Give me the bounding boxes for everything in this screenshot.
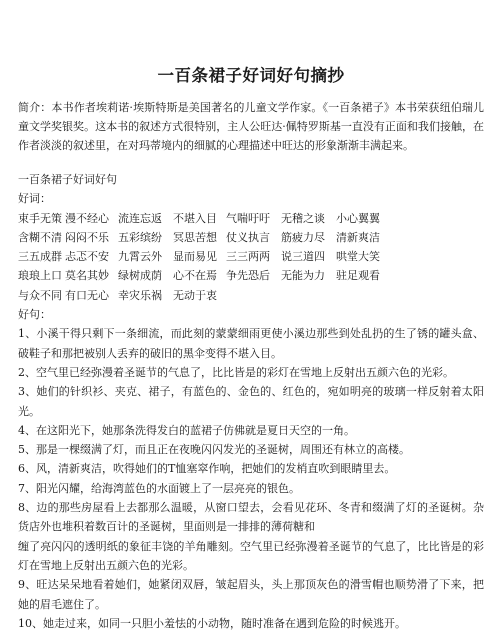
intro-text: 简介：本书作者埃莉诺·埃斯特斯是美国著名的儿童文学作家。《一百条裙子》本书荣获纽伯瑞儿童文学奖银奖。这本书的叙述方式很特别，主人公旺达·佩特罗斯基一直没有正面和我们接触，在作者淡淡的叙述里，在对玛蒂境内的细腻的心理描述中旺达的形象渐渐丰满起来。	[18, 101, 484, 152]
sentence-item: 1、小溪干得只剩下一条细流，而此刻的蒙蒙细雨更使小溪边那些到处乱扔的生了锈的罐头盒、破鞋子和那把被别人丢弃的破旧的黑伞变得不堪入目。	[18, 327, 484, 360]
sentence-item: 7、阳光闪耀，给海湾蓝色的水面镀上了一层亮亮的银色。	[18, 481, 300, 495]
word-cell: 有口无心	[65, 288, 109, 302]
word-cell: 无能为力	[281, 269, 325, 283]
word-cell: 显而易见	[173, 250, 217, 264]
sentence-item: 6、风，清新爽洁，吹得她们的T恤塞窣作响，把她们的发梢直吹到眼睛里去。	[18, 462, 396, 476]
word-cell: 驻足观看	[336, 269, 380, 283]
word-cell: 无动于衷	[173, 288, 217, 302]
word-cell: 心不在焉	[173, 269, 217, 283]
sentence-item: 2、空气里已经弥漫着圣诞节的气息了，比比皆是的彩灯在雪地上反射出五颜六色的光彩。	[18, 365, 454, 379]
word-cell: 无稽之谈	[281, 211, 325, 225]
words-label: 好词：	[18, 192, 51, 206]
word-cell: 争先恐后	[226, 269, 270, 283]
word-cell: 闷闷不乐	[65, 230, 109, 244]
content-section	[18, 170, 484, 633]
word-cell: 仗义执言	[226, 230, 270, 244]
word-cell: 冥思苦想	[173, 230, 217, 244]
intro-paragraph	[18, 98, 484, 155]
words-row	[18, 209, 396, 228]
sentence-item: 3、她们的针织衫、夹克、裙子，有蓝色的、金色的、红色的，宛如明亮的玻璃一样反射着太阳光。	[18, 385, 484, 418]
sentence-item: 9、旺达呆呆地看着她们，她紧闭双唇，皱起眉头，头上那顶灰色的滑雪帽也顺势滑了下来，把她的眉毛遮住了。	[18, 578, 484, 611]
word-cell: 幸灾乐祸	[118, 288, 162, 302]
word-cell: 小心翼翼	[336, 211, 380, 225]
words-row	[18, 228, 396, 247]
word-cell: 琅琅上口	[18, 269, 62, 283]
word-cell: 哄堂大笑	[336, 250, 380, 264]
word-cell: 忐忑不安	[65, 250, 109, 264]
word-cell: 九霄云外	[118, 250, 162, 264]
word-cell: 筋疲力尽	[281, 230, 325, 244]
sentence-item: 4、在这阳光下，她那条洗得发白的蓝裙子仿佛就是夏日天空的一角。	[18, 423, 355, 437]
sentence-item: 8、边的那些房屋看上去都那么温暖，从窗口望去，会看见花环、冬青和缀满了灯的圣诞树。杂货店外也堆积着数百计的圣诞树，里面则是一排排的薄荷糖和	[18, 501, 484, 534]
word-cell: 绿树成荫	[118, 269, 162, 283]
word-cell: 不堪入目	[173, 211, 217, 225]
sentence-item: 10、她走过来，如同一只胆小羞怯的小动物，随时准备在遇到危险的时候逃开。	[18, 616, 406, 630]
sentence-item: 5、那是一棵缀满了灯，而且正在夜晚闪闪发光的圣诞树，周围还有林立的高楼。	[18, 443, 410, 457]
word-cell: 说三道四	[281, 250, 325, 264]
word-cell: 气喘吁吁	[226, 211, 270, 225]
word-cell: 三三两两	[226, 250, 270, 264]
sentences-list	[18, 324, 484, 633]
word-cell: 三五成群	[18, 250, 62, 264]
word-cell: 流连忘返	[118, 211, 162, 225]
word-cell: 五彩缤纷	[118, 230, 162, 244]
words-table	[18, 209, 396, 305]
words-row	[18, 286, 396, 305]
word-cell: 束手无策	[18, 211, 62, 225]
sentences-label: 好句：	[18, 308, 51, 322]
word-cell: 莫名其妙	[65, 269, 109, 283]
sentence-item: 缠了亮闪闪的透明纸的象征丰饶的羊角雕刻。空气里已经弥漫着圣诞节的气息了，比比皆是的彩灯在雪地上反射出五颜六色的光彩。	[18, 539, 484, 572]
word-cell: 清新爽洁	[336, 230, 380, 244]
words-row	[18, 266, 396, 285]
word-cell: 含糊不清	[18, 230, 62, 244]
document-title: 一百条裙子好词好句摘抄	[157, 66, 345, 85]
words-row	[18, 247, 396, 266]
section-heading: 一百条裙子好词好句	[18, 173, 117, 186]
word-cell: 漫不经心	[65, 211, 109, 225]
word-cell: 与众不同	[18, 288, 62, 302]
